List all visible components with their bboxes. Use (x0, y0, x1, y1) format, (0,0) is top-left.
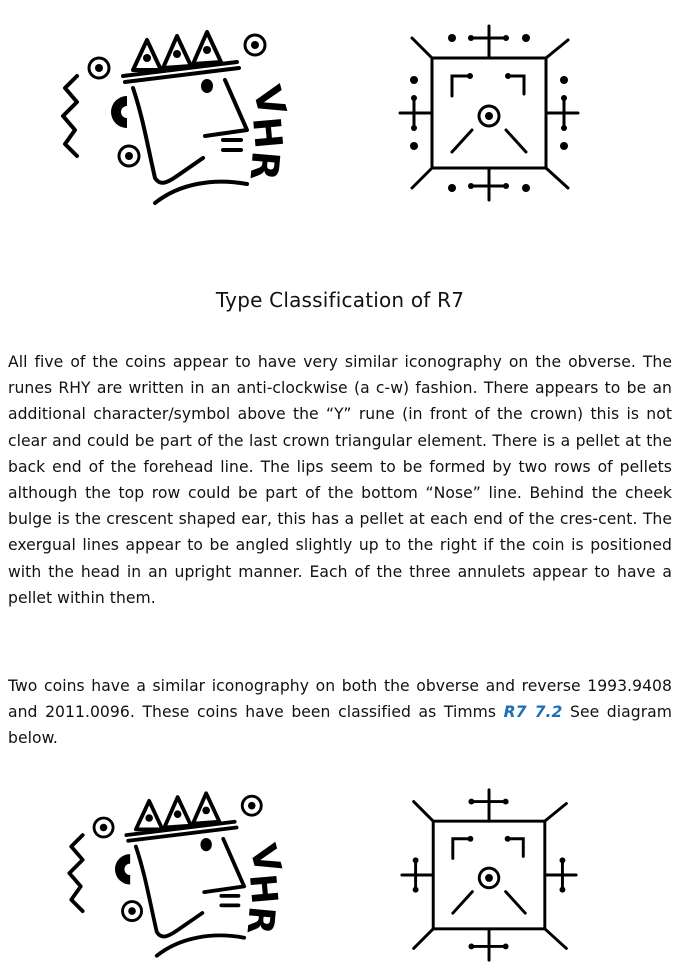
rune-v: V (241, 839, 289, 878)
obverse-diagram-bottom (55, 780, 325, 970)
rune-h: H (244, 114, 291, 151)
rune-r: R (238, 904, 283, 936)
reverse-diagram-top (390, 18, 590, 208)
paragraph-classification-tail: See diagram below. (8, 703, 673, 748)
paragraph-obverse-description: All five of the coins appear to have very similar iconography on the obverse. The runes RHY are written in an anti-clockwise (a c-w) fashion. There appears to be an additional character/symbol above the “Y” rune (in front of the crown) this is not clear and could be part of the last crown triangular element. There is a pellet at the back end of the forehead line. The lips seem to be formed by two rows of pellets although the top row could be part of the bottom “Nose” line. Behind the cheek bulge is the crescent shaped ear, this has a pellet at each end of the cres-cent. The exergual lines appear to be angled slightly up to the right if the coin is positioned with the head in an upright manner. Each of the three annulets appear to have a pellet within them. (8, 353, 672, 607)
reverse-diagram-bottom (390, 782, 590, 968)
rune-r: R (241, 149, 288, 183)
rune-h: H (240, 872, 286, 906)
paragraph-classification-text: Two coins have a similar iconography on both the obverse and reverse 1993.9408 and 2011.0096. These coins have been classified as Timms (8, 677, 672, 722)
rune-v: V (244, 80, 295, 121)
paragraph-classification (8, 673, 672, 752)
section-heading: Type Classification of R7 (215, 288, 465, 312)
timms-reference: R7 7.2 (503, 703, 563, 722)
obverse-diagram-top (55, 18, 325, 218)
